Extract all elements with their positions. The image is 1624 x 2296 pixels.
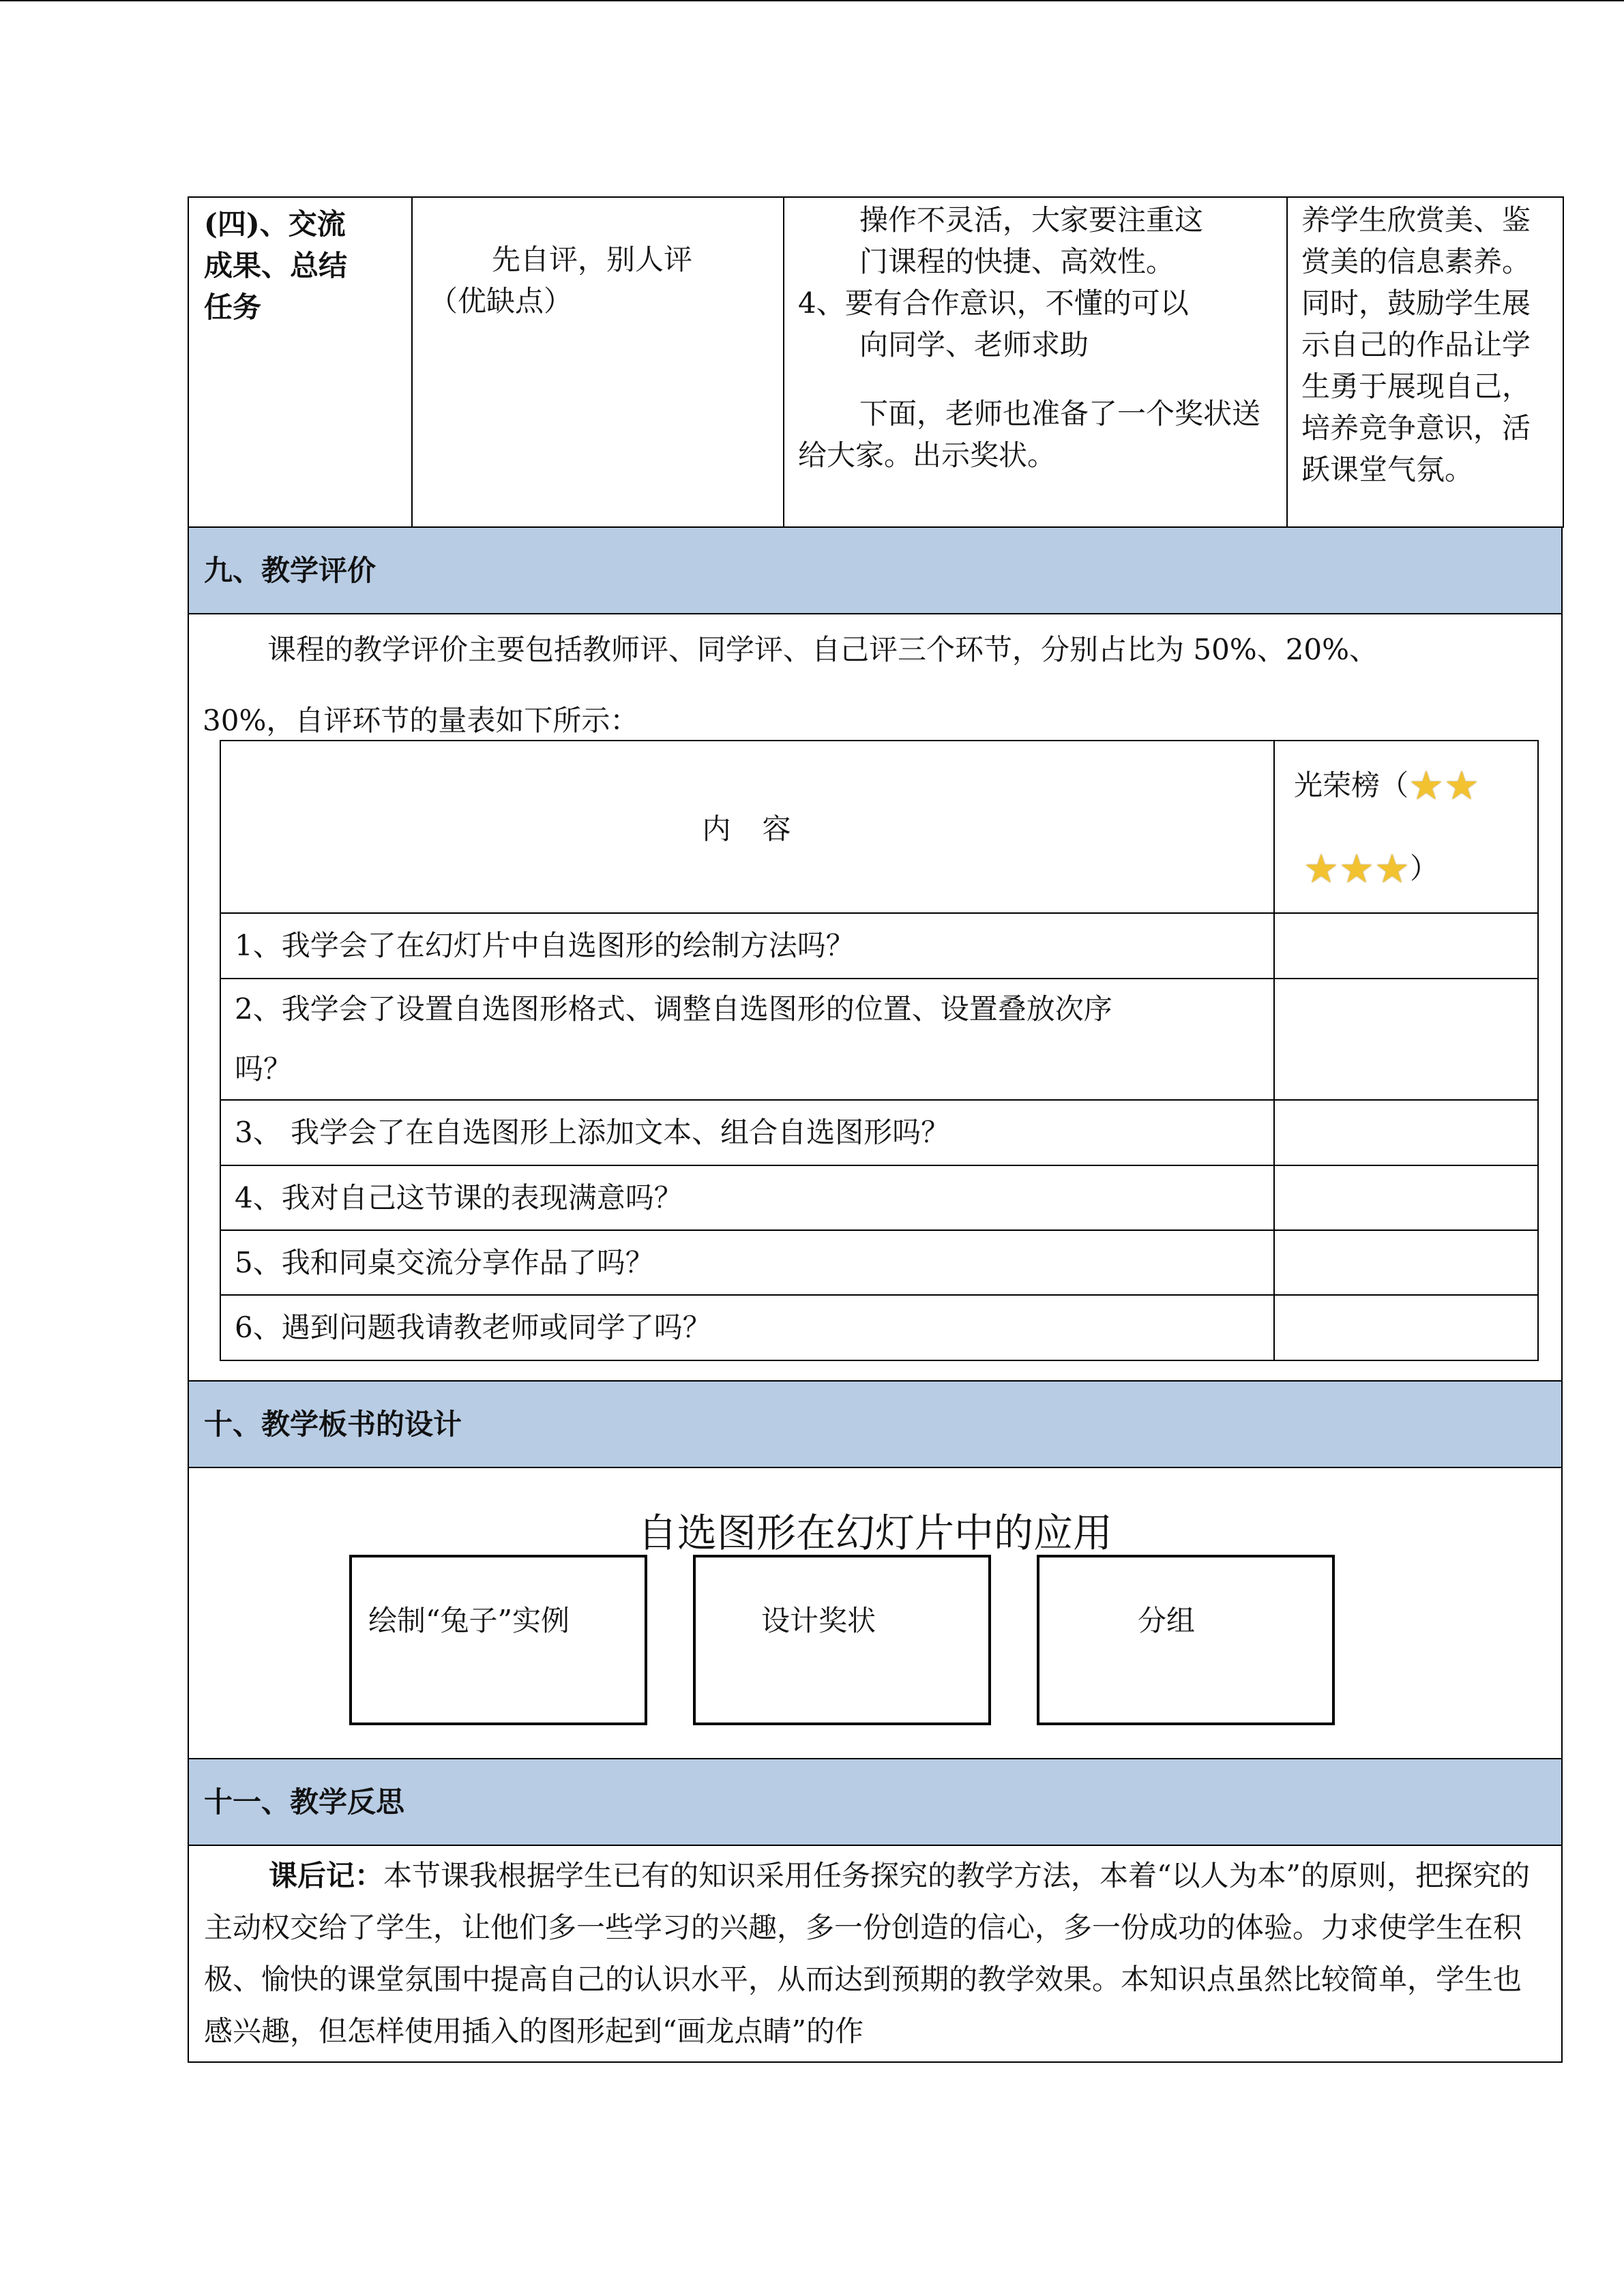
content-line: 4、要有合作意识，不懂的可以: [798, 286, 1189, 320]
evaluation-item: [220, 979, 1274, 1100]
content-line: 向同学、老师求助: [859, 328, 1089, 361]
rating-cell[interactable]: [1274, 1165, 1538, 1230]
stage-line: (四)、交流: [204, 207, 346, 241]
evaluation-item: 1、我学会了在幻灯片中自选图形的绘制方法吗？: [220, 913, 1274, 979]
star-icon: ★: [1444, 762, 1480, 809]
evaluation-intro-line: 30%，自评环节的量表如下所示：: [203, 704, 639, 737]
content-line: 门课程的快捷、高效性。: [859, 245, 1175, 278]
board-box-label: 设计奖状: [761, 1604, 876, 1637]
content-column-header: 内 容: [220, 741, 1274, 913]
evaluation-item: 3、 我学会了在自选图形上添加文本、组合自选图形吗？: [220, 1100, 1274, 1165]
board-box-certificate: [693, 1555, 991, 1725]
star-icon: ★: [1374, 845, 1410, 892]
content-line: 操作不灵活，大家要注重这: [859, 203, 1204, 237]
rating-cell[interactable]: [1274, 1230, 1538, 1295]
stage-name-cell: [188, 197, 412, 527]
board-box-grouping: [1037, 1555, 1335, 1725]
lesson-plan-table: [188, 196, 1563, 2063]
honor-roll-label: 光荣榜（: [1294, 768, 1409, 802]
star-icon: ★: [1408, 762, 1445, 809]
method-line: 先自评，别人评: [492, 243, 693, 276]
reflection-lead: 课后记：: [269, 1859, 384, 1892]
board-box-label: 绘制“兔子”实例: [368, 1604, 570, 1637]
rating-cell[interactable]: [1274, 913, 1538, 979]
board-box-rabbit: [349, 1555, 647, 1725]
star-icon: ★: [1303, 845, 1339, 892]
method-line: （优缺点）: [429, 284, 573, 318]
stage-line: 任务: [204, 290, 262, 324]
teaching-content-cell: [784, 197, 1287, 527]
evaluation-item-line: 吗？: [235, 1052, 293, 1086]
reflection-text: 本节课我根据学生已有的知识采用任务探究的教学方法，本着“以人为本”的原则，把探究的主动权交给了学生，让他们多一些学习的兴趣，多一份创造的信心，多一份成功的体验。力求使学生在积极、愉快的课堂氛围中提高自己的认识水平，从而达到预期的教学效果。本知识点虽然比较简单，学生也感兴趣，但怎样使用插入的图形起到“画龙点睛”的作: [204, 1859, 1530, 2048]
honor-roll-suffix: ）: [1410, 851, 1439, 885]
evaluation-item: 6、遇到问题我请教老师或同学了吗？: [220, 1295, 1274, 1360]
evaluation-item: 5、我和同桌交流分享作品了吗？: [220, 1230, 1274, 1295]
board-box-label: 分组: [1138, 1604, 1196, 1637]
rating-cell[interactable]: [1274, 1100, 1538, 1165]
star-icon: ★: [1339, 845, 1374, 892]
reflection-heading: 十一、教学反思: [188, 1759, 1563, 1846]
stage-line: 成果、总结: [204, 249, 348, 282]
board-design-section: [188, 1468, 1563, 1759]
evaluation-intro-line: 课程的教学评价主要包括教师评、同学评、自己评三个环节，分别占比为 50%、20%、: [267, 633, 1378, 666]
summary-stage-row: [188, 196, 1564, 528]
evaluation-item-line: 2、我学会了设置自选图形格式、调整自选图形的位置、设置叠放次序: [235, 992, 1112, 1026]
honor-roll-column-header: [1274, 741, 1538, 913]
reflection-section: [188, 1846, 1563, 2063]
board-design-heading: 十、教学板书的设计: [188, 1382, 1563, 1468]
board-title: 自选图形在幻灯片中的应用: [637, 1510, 1112, 1556]
evaluation-item: 4、我对自己这节课的表现满意吗？: [220, 1165, 1274, 1230]
rating-cell[interactable]: [1274, 1295, 1538, 1360]
rating-cell[interactable]: [1274, 979, 1538, 1100]
content-paragraph: 下面，老师也准备了一个奖状送给大家。出示奖状。: [798, 397, 1261, 472]
method-cell: [412, 197, 784, 527]
reflection-paragraph: [204, 1850, 1548, 2057]
page-top-border: [0, 0, 1624, 1]
evaluation-intro: [189, 614, 1561, 756]
self-evaluation-table: [220, 740, 1539, 1361]
evaluation-section: [188, 614, 1563, 1382]
design-intent-cell: 养学生欣赏美、鉴赏美的信息素养。同时，鼓励学生展示自己的作品让学生勇于展现自己，培养竞争意识，活跃课堂气氛。: [1287, 197, 1563, 527]
evaluation-heading: 九、教学评价: [188, 528, 1563, 614]
